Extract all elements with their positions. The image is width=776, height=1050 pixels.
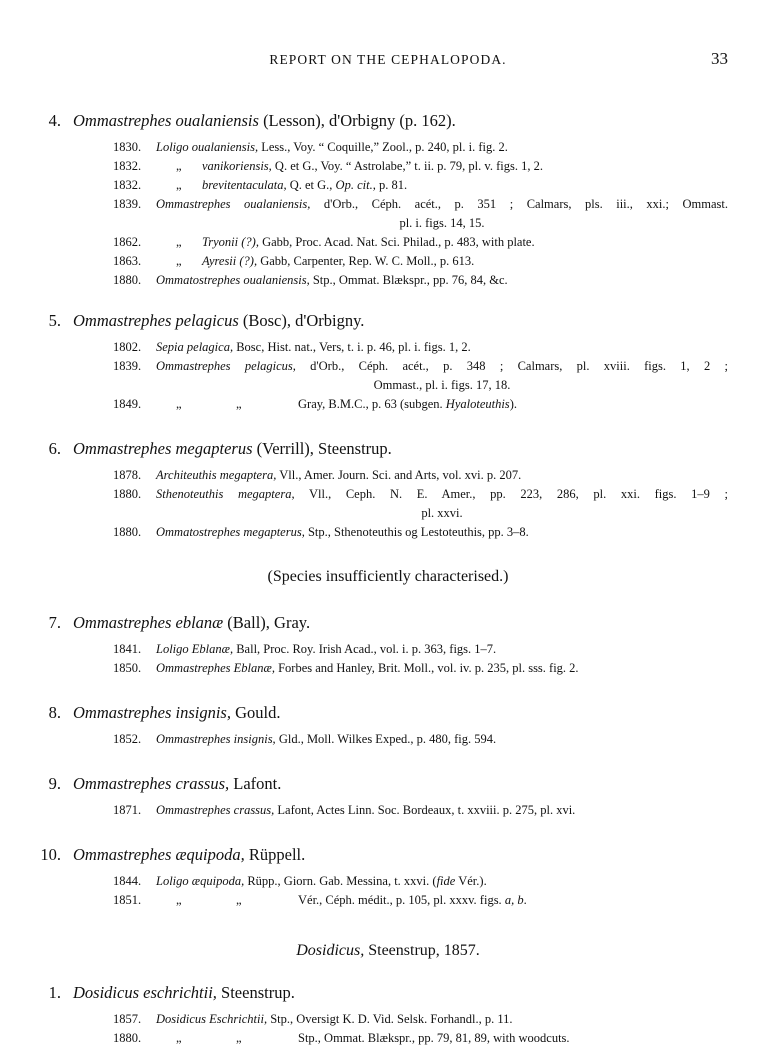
reference-continuation: [0, 376, 776, 395]
reference-citation: vanikoriensis, Q. et G., Voy. “ Astrolabe,” t. ii. p. 79, pl. v. figs. 1, 2.: [202, 159, 543, 173]
species-authority: Gould.: [235, 703, 281, 722]
species-heading: [0, 844, 776, 866]
reference-citation: Loligo oualaniensis, Less., Voy. “ Coquille,” Zool., p. 240, pl. i. fig. 2.: [156, 140, 508, 154]
species-authority: (Ball), Gray.: [227, 613, 311, 632]
reference-year: 1841.: [113, 642, 142, 656]
ditto-mark: „: [236, 397, 242, 411]
species-heading: [0, 702, 776, 724]
section: [0, 310, 776, 414]
section-subheading: (Species insufficiently characterised.): [267, 568, 509, 585]
ditto-mark: „: [176, 235, 182, 249]
citation-italic: Op. cit.,: [335, 178, 376, 192]
reference-taxon: Loligo oualaniensis,: [156, 140, 259, 154]
genus-authority: Steenstrup, 1857.: [368, 942, 480, 959]
section: [0, 438, 776, 542]
species-number: 7.: [48, 613, 61, 632]
reference-year: 1844.: [113, 874, 142, 888]
species-name: Ommastrephes oualaniensis: [73, 111, 259, 130]
ditto-mark: „: [176, 159, 182, 173]
reference-citation: Tryonii (?), Gabb, Proc. Acad. Nat. Sci. Philad., p. 483, with plate.: [202, 235, 535, 249]
reference-row: [0, 523, 776, 542]
reference-continuation: [0, 504, 776, 523]
reference-row: [0, 640, 776, 659]
species-heading: [0, 310, 776, 332]
reference-year: 1863.: [113, 254, 142, 268]
reference-row: [0, 195, 776, 214]
reference-year: 1839.: [113, 197, 142, 211]
reference-year: 1871.: [113, 803, 142, 817]
ditto-mark: „: [176, 1031, 182, 1045]
reference-row: [0, 252, 776, 271]
reference-citation: Ommastrephes pelagicus, d'Orb., Céph. acét., p. 348 ; Calmars, pl. xviii. figs. 1, 2 ;: [156, 359, 728, 373]
reference-taxon: vanikoriensis,: [202, 159, 272, 173]
reference-list: [0, 138, 776, 290]
species-title: [73, 702, 280, 724]
reference-year: 1832.: [113, 159, 142, 173]
ditto-mark: „: [176, 178, 182, 192]
reference-taxon: Ayresii (?),: [202, 254, 258, 268]
reference-year: 1880.: [113, 1031, 142, 1045]
reference-year: 1851.: [113, 893, 142, 907]
reference-citation: Vér., Céph. médit., p. 105, pl. xxxv. figs. a, b.: [298, 893, 527, 907]
reference-citation: brevitentaculata, Q. et G., Op. cit., p. 81.: [202, 178, 408, 192]
species-heading: [0, 110, 776, 132]
species-title: [73, 982, 295, 1004]
reference-row: [0, 1029, 776, 1048]
species-name: Ommastrephes megapterus: [73, 439, 253, 458]
citation-italic: Hyaloteuthis: [445, 397, 510, 411]
citation-italic: fide: [436, 874, 456, 888]
reference-year: 1850.: [113, 661, 142, 675]
reference-continuation: [0, 214, 776, 233]
reference-list: [0, 466, 776, 542]
reference-year: 1878.: [113, 468, 142, 482]
species-heading: [0, 612, 776, 634]
reference-year: 1880.: [113, 273, 142, 287]
reference-year: 1830.: [113, 140, 142, 154]
reference-row: [0, 338, 776, 357]
reference-taxon: Ommastrephes crassus,: [156, 803, 275, 817]
reference-row: [0, 157, 776, 176]
section: [0, 612, 776, 678]
species-name: Ommastrephes crassus,: [73, 774, 230, 793]
reference-taxon: Ommatostrephes oualaniensis,: [156, 273, 310, 287]
species-authority: Rüppell.: [248, 845, 306, 864]
reference-year: 1880.: [113, 487, 142, 501]
reference-taxon: Ommastrephes insignis,: [156, 732, 276, 746]
reference-row: [0, 801, 776, 820]
species-authority: (Bosc), d'Orbigny.: [242, 311, 365, 330]
page-content: [0, 90, 776, 1048]
species-number: 4.: [48, 111, 61, 130]
reference-year: 1862.: [113, 235, 142, 249]
reference-list: [0, 640, 776, 678]
section: [0, 844, 776, 910]
reference-taxon: Ommastrephes oualaniensis,: [156, 197, 311, 211]
reference-taxon: Loligo æquipoda,: [156, 874, 245, 888]
continuation-text: pl. i. figs. 14, 15.: [399, 216, 485, 230]
reference-row: [0, 357, 776, 376]
reference-taxon: Architeuthis megaptera,: [156, 468, 277, 482]
reference-year: 1832.: [113, 178, 142, 192]
reference-citation: Ommatostrephes megapterus, Stp., Sthenoteuthis og Lestoteuthis, pp. 3–8.: [156, 525, 529, 539]
reference-row: [0, 138, 776, 157]
reference-taxon: Tryonii (?),: [202, 235, 259, 249]
species-title: [73, 844, 305, 866]
species-number: 8.: [48, 703, 61, 722]
reference-citation: Loligo æquipoda, Rüpp., Giorn. Gab. Messina, t. xxvi. (fide Vér.).: [156, 874, 487, 888]
reference-list: [0, 338, 776, 414]
reference-year: 1857.: [113, 1012, 142, 1026]
species-title: [73, 612, 310, 634]
genus-name: Dosidicus,: [296, 942, 365, 959]
reference-citation: Gray, B.M.C., p. 63 (subgen. Hyaloteuthis).: [298, 397, 517, 411]
reference-row: [0, 1010, 776, 1029]
species-name: Dosidicus eschrichtii,: [73, 983, 217, 1002]
reference-citation: Stp., Ommat. Blækspr., pp. 79, 81, 89, with woodcuts.: [298, 1031, 570, 1045]
reference-citation: Architeuthis megaptera, Vll., Amer. Journ. Sci. and Arts, vol. xvi. p. 207.: [156, 468, 522, 482]
reference-taxon: Dosidicus Eschrichtii,: [156, 1012, 268, 1026]
reference-citation: Ommastrephes Eblanæ, Forbes and Hanley, Brit. Moll., vol. iv. p. 235, pl. sss. fig. 2.: [156, 661, 579, 675]
reference-year: 1849.: [113, 397, 142, 411]
reference-taxon: Ommastrephes Eblanæ,: [156, 661, 275, 675]
section: [0, 982, 776, 1048]
reference-row: [0, 233, 776, 252]
continuation-text: Ommast., pl. i. figs. 17, 18.: [373, 378, 511, 392]
reference-year: 1852.: [113, 732, 142, 746]
running-title: REPORT ON THE CEPHALOPODA.: [269, 52, 507, 67]
species-name: Ommastrephes insignis,: [73, 703, 231, 722]
reference-row: [0, 891, 776, 910]
species-number: 6.: [48, 439, 61, 458]
reference-list: [0, 1010, 776, 1048]
species-title: [73, 110, 456, 132]
reference-list: [0, 730, 776, 749]
reference-list: [0, 801, 776, 820]
species-number: 5.: [48, 311, 61, 330]
species-number: 9.: [48, 774, 61, 793]
species-heading: [0, 773, 776, 795]
reference-taxon: Loligo Eblanæ,: [156, 642, 234, 656]
species-heading: [0, 438, 776, 460]
species-title: [73, 438, 392, 460]
species-title: [73, 310, 364, 332]
section: [0, 773, 776, 820]
reference-row: [0, 466, 776, 485]
reference-taxon: brevitentaculata,: [202, 178, 287, 192]
reference-citation: Ayresii (?), Gabb, Carpenter, Rep. W. C. Moll., p. 613.: [202, 254, 475, 268]
reference-row: [0, 659, 776, 678]
reference-row: [0, 485, 776, 504]
species-authority: Steenstrup.: [221, 983, 295, 1002]
species-number: 1.: [48, 983, 61, 1002]
ditto-mark: „: [236, 893, 242, 907]
species-title: [73, 773, 281, 795]
ditto-mark: „: [176, 254, 182, 268]
species-authority: (Verrill), Steenstrup.: [256, 439, 392, 458]
reference-taxon: Ommastrephes pelagicus,: [156, 359, 296, 373]
species-authority: (Lesson), d'Orbigny (p. 162).: [263, 111, 456, 130]
reference-row: [0, 730, 776, 749]
reference-year: 1880.: [113, 525, 142, 539]
species-name: Ommastrephes æquipoda,: [73, 845, 245, 864]
reference-taxon: Sthenoteuthis megaptera,: [156, 487, 295, 501]
genus-heading: [0, 940, 776, 962]
ditto-mark: „: [176, 893, 182, 907]
ditto-mark: „: [176, 397, 182, 411]
page-header: [0, 49, 776, 71]
reference-taxon: Ommatostrephes megapterus,: [156, 525, 305, 539]
reference-citation: Ommastrephes oualaniensis, d'Orb., Céph. acét., p. 351 ; Calmars, pls. iii., xxi.; Ommast.: [156, 197, 728, 211]
ditto-mark: „: [236, 1031, 242, 1045]
reference-taxon: Sepia pelagica,: [156, 340, 234, 354]
section: [0, 702, 776, 749]
species-heading: [0, 982, 776, 1004]
reference-citation: Ommastrephes crassus, Lafont, Actes Linn. Soc. Bordeaux, t. xxviii. p. 275, pl. xvi.: [156, 803, 576, 817]
reference-citation: Dosidicus Eschrichtii, Stp., Oversigt K. D. Vid. Selsk. Forhandl., p. 11.: [156, 1012, 513, 1026]
species-number: 10.: [40, 845, 61, 864]
reference-citation: Loligo Eblanæ, Ball, Proc. Roy. Irish Acad., vol. i. p. 363, figs. 1–7.: [156, 642, 497, 656]
reference-list: [0, 872, 776, 910]
reference-row: [0, 872, 776, 891]
reference-row: [0, 176, 776, 195]
continuation-text: pl. xxvi.: [421, 506, 463, 520]
reference-row: [0, 395, 776, 414]
reference-citation: Sthenoteuthis megaptera, Vll., Ceph. N. E. Amer., pp. 223, 286, pl. xxi. figs. 1–9 ;: [156, 487, 728, 501]
species-name: Ommastrephes pelagicus: [73, 311, 239, 330]
reference-row: [0, 271, 776, 290]
reference-year: 1802.: [113, 340, 142, 354]
reference-citation: Sepia pelagica, Bosc, Hist. nat., Vers, t. i. p. 46, pl. i. figs. 1, 2.: [156, 340, 471, 354]
section: [0, 110, 776, 290]
reference-citation: Ommastrephes insignis, Gld., Moll. Wilkes Exped., p. 480, fig. 594.: [156, 732, 497, 746]
reference-citation: Ommatostrephes oualaniensis, Stp., Ommat. Blækspr., pp. 76, 84, &c.: [156, 273, 508, 287]
section: [0, 566, 776, 588]
section: [0, 940, 776, 962]
species-name: Ommastrephes eblanæ: [73, 613, 224, 632]
page-number: 33: [711, 49, 728, 68]
species-authority: Lafont.: [233, 774, 282, 793]
reference-year: 1839.: [113, 359, 142, 373]
citation-italic: a, b: [504, 893, 524, 907]
